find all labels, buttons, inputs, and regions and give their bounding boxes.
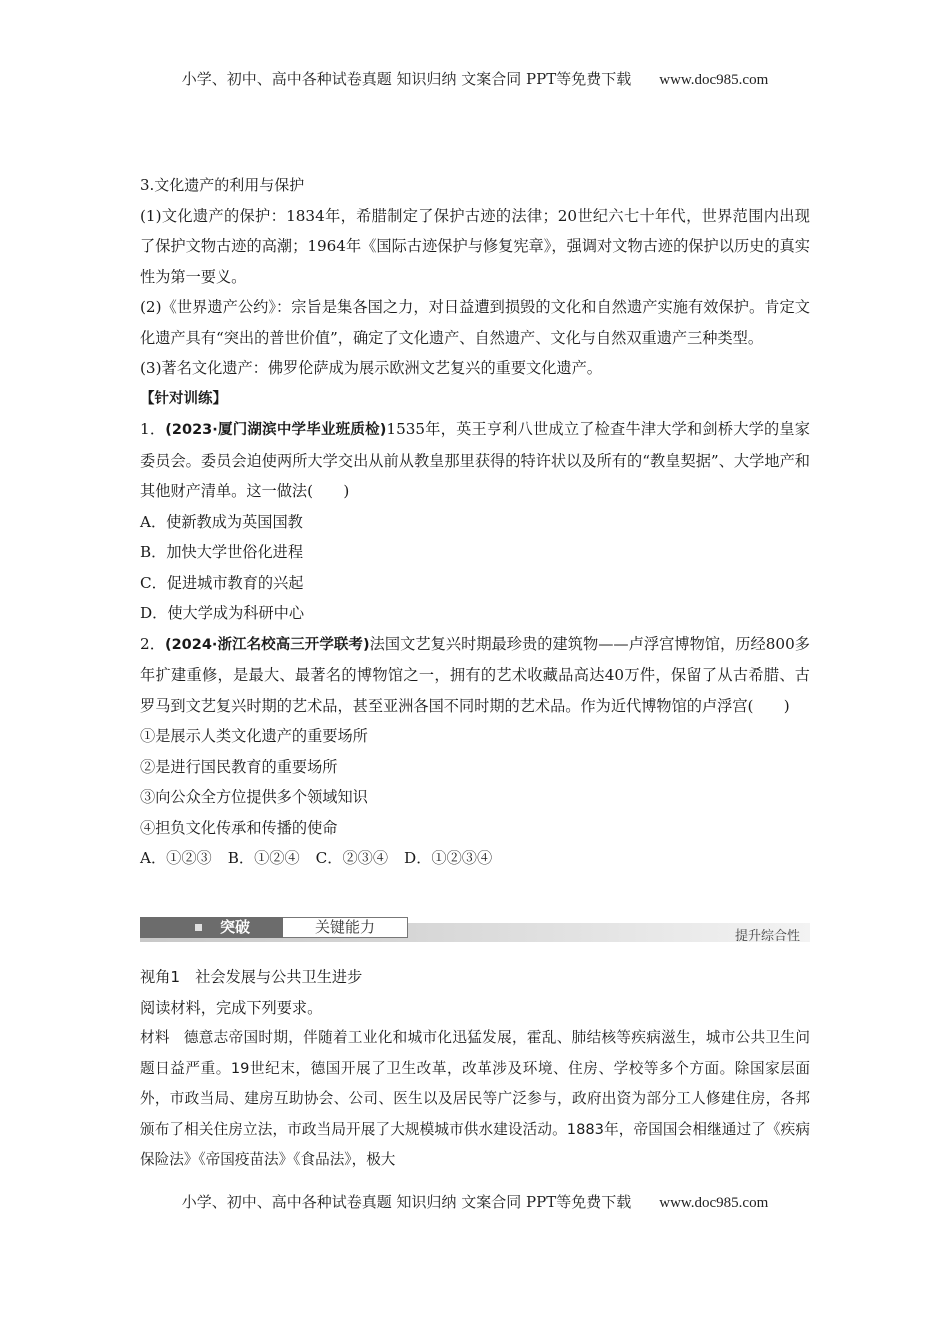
- question-2-option-d[interactable]: D．①②③④: [404, 849, 493, 867]
- footer-text: 小学、初中、高中各种试卷真题 知识归纳 文案合同 PPT等免费下载: [181, 1193, 632, 1211]
- banner-light-label: 关键能力: [283, 917, 408, 938]
- material-label: 材料: [140, 1029, 170, 1046]
- main-content: [140, 170, 810, 874]
- question-2-statement-2: ②是进行国民教育的重要场所: [140, 757, 338, 776]
- angle-title: 视角1 社会发展与公共卫生进步: [140, 968, 363, 986]
- square-bullet-icon: [195, 924, 202, 931]
- page-header: [0, 68, 950, 89]
- question-1: [140, 414, 810, 507]
- question-1-option-d[interactable]: D．使大学成为科研中心: [140, 604, 305, 622]
- material-paragraph: [140, 1023, 810, 1176]
- question-1-stem: 1535年，英王亨利八世成立了检查牛津大学和剑桥大学的皇家委员会。委员会迫使两所大学交出从前从教皇那里获得的特许状以及所有的“教皇契据”、大学地产和其他财产清单。这一做法( ): [140, 420, 810, 500]
- banner-right-label: 提升综合性: [734, 929, 800, 944]
- question-2-statement-1: ①是展示人类文化遗产的重要场所: [140, 727, 368, 745]
- page-footer: [0, 1191, 950, 1212]
- question-2-statement-4: ④担负文化传承和传播的使命: [140, 818, 338, 837]
- angle-instruction: 阅读材料，完成下列要求。: [140, 998, 323, 1017]
- question-1-number: 1．: [140, 420, 166, 438]
- question-2-option-a[interactable]: A．①②③: [140, 849, 212, 867]
- question-1-option-a[interactable]: A．使新教成为英国国教: [140, 512, 303, 531]
- paragraph-famous-heritage: (3)著名文化遗产：佛罗伦萨成为展示欧洲文艺复兴的重要文化遗产。: [140, 359, 602, 377]
- question-2-number: 2．: [140, 634, 165, 653]
- header-url[interactable]: www.doc985.com: [659, 72, 769, 88]
- practice-heading: 【针对训练】: [140, 390, 227, 407]
- question-1-option-b[interactable]: B．加快大学世俗化进程: [140, 543, 304, 561]
- section-banner: [140, 917, 810, 942]
- question-1-source: (2023·厦门湖滨中学毕业班质检): [165, 422, 387, 438]
- question-2-stem: 法国文艺复兴时期最珍贵的建筑物——卢浮宫博物馆，历经800多年扩建重修，是最大、最著名的博物馆之一，拥有的艺术收藏品高达40万件，保留了从古希腊、古罗马到文艺复兴时期的艺术品，甚至亚洲各国不同时期的艺术品。作为近代博物馆的卢浮宫( ): [140, 634, 810, 715]
- question-2: [140, 629, 810, 722]
- banner-dark-tab: [140, 917, 283, 938]
- question-2-option-b[interactable]: B．①②④: [227, 849, 300, 867]
- paragraph-convention: (2)《世界遗产公约》：宗旨是集各国之力，对日益遭到损毁的文化和自然遗产实施有效保护。肯定文化遗产具有“突出的普世价值”，确定了文化遗产、自然遗产、文化与自然双重遗产三种类型。: [140, 298, 810, 347]
- question-2-statement-3: ③向公众全方位提供多个领域知识: [140, 788, 368, 806]
- section-title: 3.文化遗产的利用与保护: [140, 176, 305, 194]
- footer-url[interactable]: www.doc985.com: [659, 1195, 769, 1211]
- question-2-options: [140, 843, 810, 874]
- material-text: 德意志帝国时期，伴随着工业化和城市化迅猛发展，霍乱、肺结核等疾病滋生，城市公共卫生问题日益严重。19世纪末，德国开展了卫生改革，改革涉及环境、住房、学校等多个方面。除国家层面外，市政当局、建房互助协会、公司、医生以及居民等广泛参与，政府出资为部分工人修建住房，各邦颁布了相关住房立法，市政当局开展了大规模城市供水建设活动。1883年，帝国国会相继通过了《疾病保险法》《帝国疫苗法》《食品法》，极大: [140, 1029, 810, 1168]
- angle-section: [140, 962, 810, 1176]
- question-2-option-c[interactable]: C．②③④: [315, 849, 389, 867]
- paragraph-protection: (1)文化遗产的保护：1834年，希腊制定了保护古迹的法律；20世纪六七十年代，世界范围内出现了保护文物古迹的高潮；1964年《国际古迹保护与修复宪章》，强调对文物古迹的保护以历史的真实性为第一要义。: [140, 206, 810, 286]
- question-1-option-c[interactable]: C．促进城市教育的兴起: [140, 573, 304, 592]
- header-text: 小学、初中、高中各种试卷真题 知识归纳 文案合同 PPT等免费下载: [181, 70, 632, 88]
- question-2-source: (2024·浙江名校高三开学联考): [164, 636, 370, 653]
- banner-dark-label: 突破: [220, 918, 251, 936]
